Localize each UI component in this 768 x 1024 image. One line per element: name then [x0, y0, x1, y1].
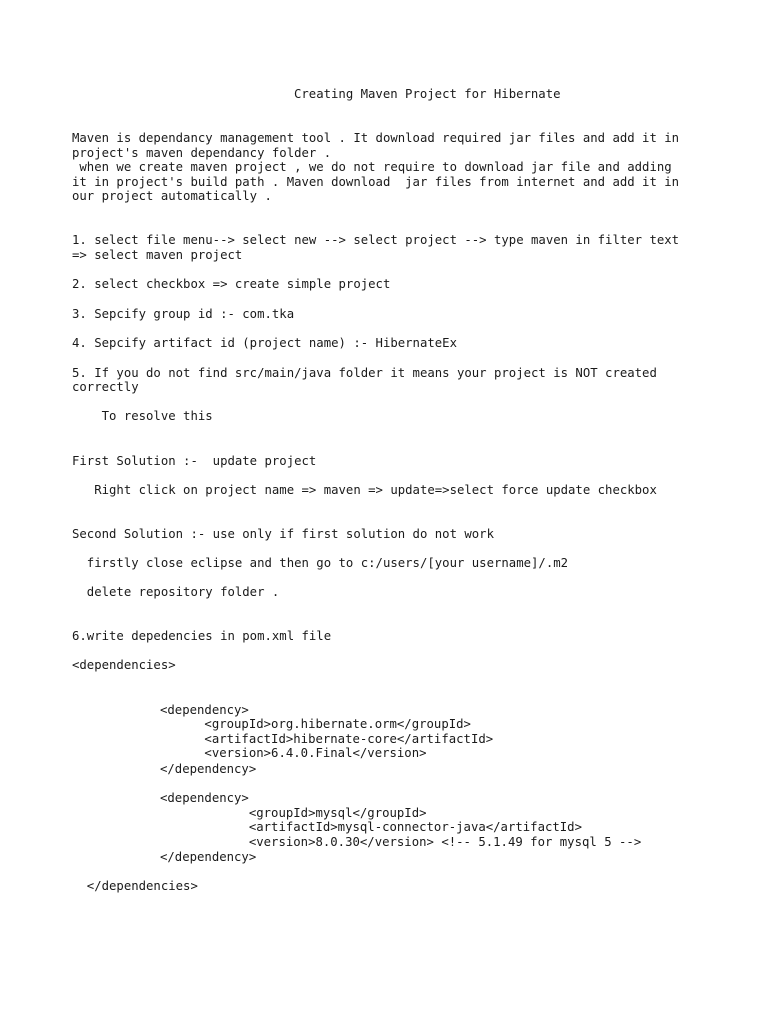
step-2: 2. select checkbox => create simple project [72, 277, 391, 291]
dependency-1-line-3: <artifactId>hibernate-core</artifactId> [160, 732, 494, 746]
dependency-2-line-2: <groupId>mysql</groupId> [160, 806, 427, 820]
intro-line-5: our project automatically . [72, 189, 272, 203]
second-solution-step-2: delete repository folder . [72, 585, 280, 599]
resolve-note: To resolve this [72, 409, 213, 423]
step-5-line-1: 5. If you do not find src/main/java folder it means your project is NOT created [72, 366, 657, 380]
first-solution-detail: Right click on project name => maven => update=>select force update checkbox [72, 483, 657, 497]
second-solution-heading: Second Solution :- use only if first solution do not work [72, 527, 494, 541]
step-4: 4. Sepcify artifact id (project name) :- HibernateEx [72, 336, 457, 350]
intro-line-2: project's maven dependancy folder . [72, 146, 332, 160]
first-solution-heading: First Solution :- update project [72, 454, 317, 468]
dependency-1-line-4: <version>6.4.0.Final</version> [160, 746, 427, 760]
document-title: Creating Maven Project for Hibernate [294, 87, 561, 101]
step-1-line-1: 1. select file menu--> select new --> select project --> type maven in filter text [72, 233, 680, 247]
step-1-line-2: => select maven project [72, 248, 243, 262]
dependency-1-line-5: </dependency> [160, 762, 257, 776]
dependencies-close-tag: </dependencies> [72, 879, 198, 893]
dependency-2-line-4: <version>8.0.30</version> <!-- 5.1.49 for mysql 5 --> [160, 835, 642, 849]
dependency-2-line-1: <dependency> [160, 791, 249, 805]
intro-line-1: Maven is dependancy management tool . It download required jar files and add it in [72, 131, 680, 145]
dependencies-open-tag: <dependencies> [72, 658, 176, 672]
step-3: 3. Sepcify group id :- com.tka [72, 307, 295, 321]
dependency-1-line-1: <dependency> [160, 703, 249, 717]
dependency-2-line-3: <artifactId>mysql-connector-java</artifactId> [160, 820, 582, 834]
intro-line-4: it in project's build path . Maven download jar files from internet and add it in [72, 175, 680, 189]
second-solution-step-1: firstly close eclipse and then go to c:/users/[your username]/.m2 [72, 556, 569, 570]
step-6: 6.write depedencies in pom.xml file [72, 629, 332, 643]
dependency-2-line-5: </dependency> [160, 850, 257, 864]
step-5-line-2: correctly [72, 380, 139, 394]
intro-line-3: when we create maven project , we do not require to download jar file and adding [72, 160, 672, 174]
dependency-1-line-2: <groupId>org.hibernate.orm</groupId> [160, 717, 471, 731]
